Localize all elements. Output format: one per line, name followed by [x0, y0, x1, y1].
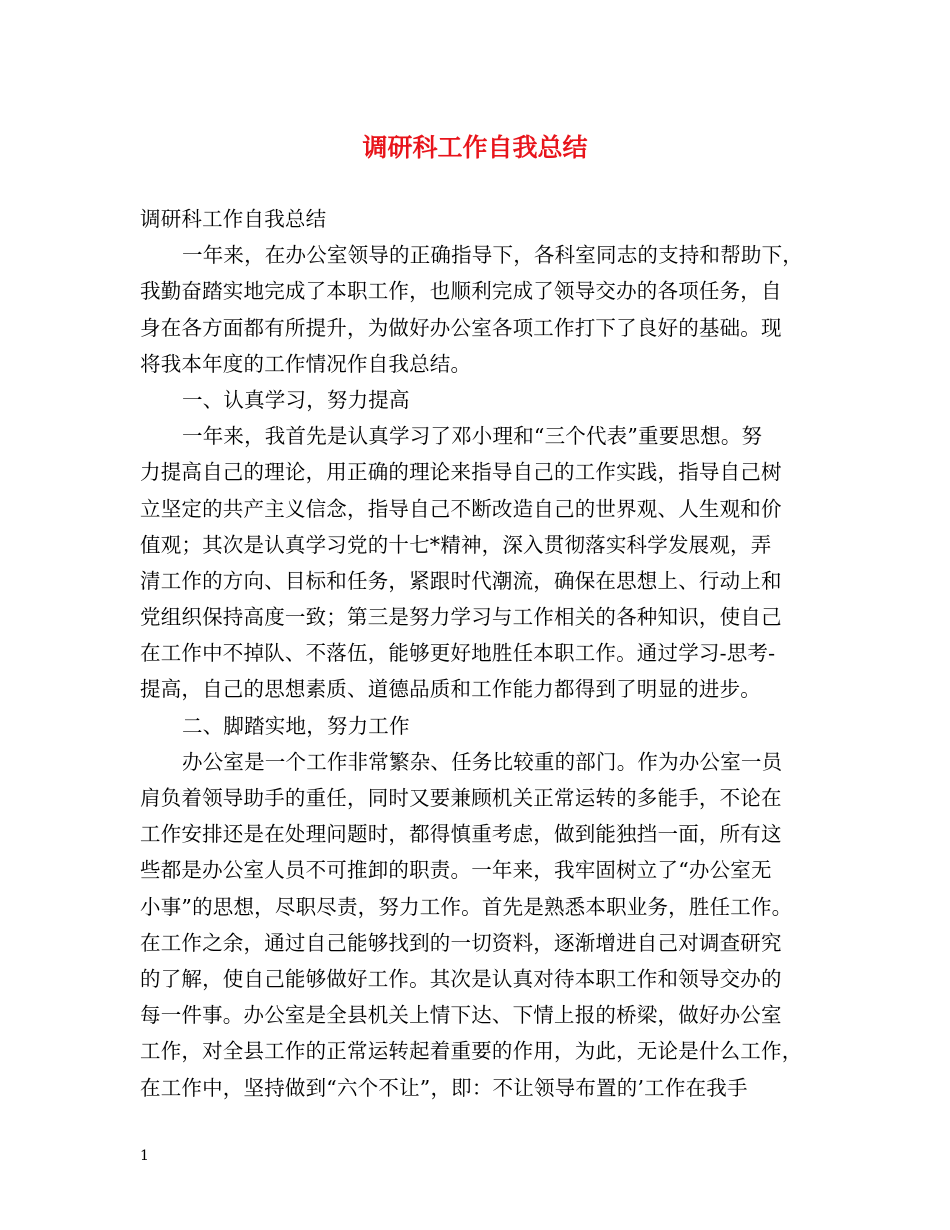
text-line: 提高，自己的思想素质、道德品质和工作能力都得到了明显的进步。: [140, 677, 761, 702]
text-line: 工作，对全县工作的正常运转起着重要的作用，为此，无论是什么工作，: [140, 1039, 803, 1064]
text-line: 在工作之余，通过自己能够找到的一切资料，逐渐增进自己对调查研究: [140, 930, 782, 955]
text-line: 二、脚踏实地，努力工作: [182, 713, 410, 738]
text-line: 清工作的方向、目标和任务，紧跟时代潮流，确保在思想上、行动上和: [140, 568, 782, 593]
text-line: 身在各方面都有所提升，为做好办公室各项工作打下了良好的基础。现: [140, 315, 782, 340]
text-line: 调研科工作自我总结: [140, 207, 327, 231]
text-line: 些都是办公室人员不可推卸的职责。一年来，我牢固树立了“办公室无: [140, 858, 772, 883]
page-number: 1: [140, 1148, 149, 1164]
text-line: 在工作中不掉队、不落伍，能够更好地胜任本职工作。通过学习-思考-: [140, 641, 776, 666]
text-line: 在工作中，坚持做到“六个不让”，即：不让领导布置的’工作在我手: [140, 1075, 748, 1100]
text-line: 党组织保持高度一致；第三是努力学习与工作相关的各种知识，使自己: [140, 605, 782, 630]
text-line: 小事”的思想，尽职尽责，努力工作。首先是熟悉本职业务，胜任工作。: [140, 894, 793, 919]
text-line: 立坚定的共产主义信念，指导自己不断改造自己的世界观、人生观和价: [140, 496, 782, 521]
text-line: 值观；其次是认真学习党的十七*精神，深入贯彻落实科学发展观，弄: [140, 532, 772, 557]
text-line: 一年来，我首先是认真学习了邓小理和“三个代表”重要思想。努: [182, 424, 763, 449]
text-line: 将我本年度的工作情况作自我总结。: [140, 351, 472, 376]
text-line: 一、认真学习，努力提高: [182, 387, 410, 412]
text-line: 的了解，使自己能够做好工作。其次是认真对待本职工作和领导交办的: [140, 966, 782, 991]
document-title: 调研科工作自我总结: [362, 133, 588, 162]
text-line: 工作安排还是在处理问题时，都得慎重考虑，做到能独挡一面，所有这: [140, 822, 782, 847]
document-body: [140, 201, 830, 1106]
text-line: 肩负着领导助手的重任，同时又要兼顾机关正常运转的多能手，不论在: [140, 786, 782, 810]
text-line: 我勤奋踏实地完成了本职工作，也顺利完成了领导交办的各项任务，自: [140, 279, 782, 304]
text-line: 办公室是一个工作非常繁杂、任务比较重的部门。作为办公室一员: [182, 749, 783, 774]
text-line: 每一件事。办公室是全县机关上情下达、下情上报的桥梁，做好办公室: [140, 1003, 782, 1028]
text-line: 力提高自己的理论，用正确的理论来指导自己的工作实践，指导自己树: [140, 460, 782, 485]
text-line: 一年来，在办公室领导的正确指导下，各科室同志的支持和帮助下，: [182, 243, 803, 268]
